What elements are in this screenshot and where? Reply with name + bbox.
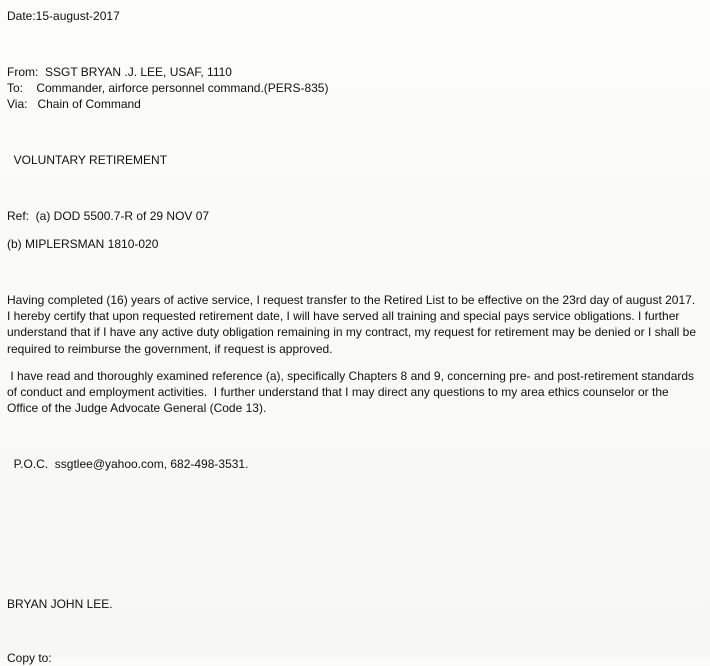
memo-reference-a: Ref: (a) DOD 5500.7-R of 29 NOV 07 xyxy=(7,209,210,223)
memo-poc: P.O.C. ssgtlee@yahoo.com, 682-498-3531. xyxy=(7,457,249,471)
memo-signature: BRYAN JOHN LEE. xyxy=(7,597,113,611)
memo-date: Date:15-august-2017 xyxy=(7,9,120,23)
memo-subject: VOLUNTARY RETIREMENT xyxy=(7,153,168,167)
memo-copy-to: Copy to: xyxy=(7,651,52,665)
memo-to: To: Commander, airforce personnel command.(PERS-835) xyxy=(7,81,329,95)
memo-reference-b: (b) MIPLERSMAN 1810-020 xyxy=(7,237,159,251)
memo-from: From: SSGT BRYAN .J. LEE, USAF, 1110 xyxy=(7,65,232,79)
memo-paragraph-2: I have read and thoroughly examined reference (a), specifically Chapters 8 and 9, concerning pre- and post-retirement standards of conduct and employment activities. I further understand that I may direct any questions to my area ethics counselor or the Office of the Judge Advocate General (Code 13). xyxy=(7,369,698,416)
memo-via: Via: Chain of Command xyxy=(7,97,141,111)
memo-paragraph-1: Having completed (16) years of active service, I request transfer to the Retired List to be effective on the 23rd day of august 2017. I hereby certify that upon requested retirement date, I will have served all training and special pays service obligations. I further understand that if I have any active duty obligation remaining in my contract, my request for retirement may be denied or I shall be required to reimburse the government, if request is approved. xyxy=(7,293,697,356)
